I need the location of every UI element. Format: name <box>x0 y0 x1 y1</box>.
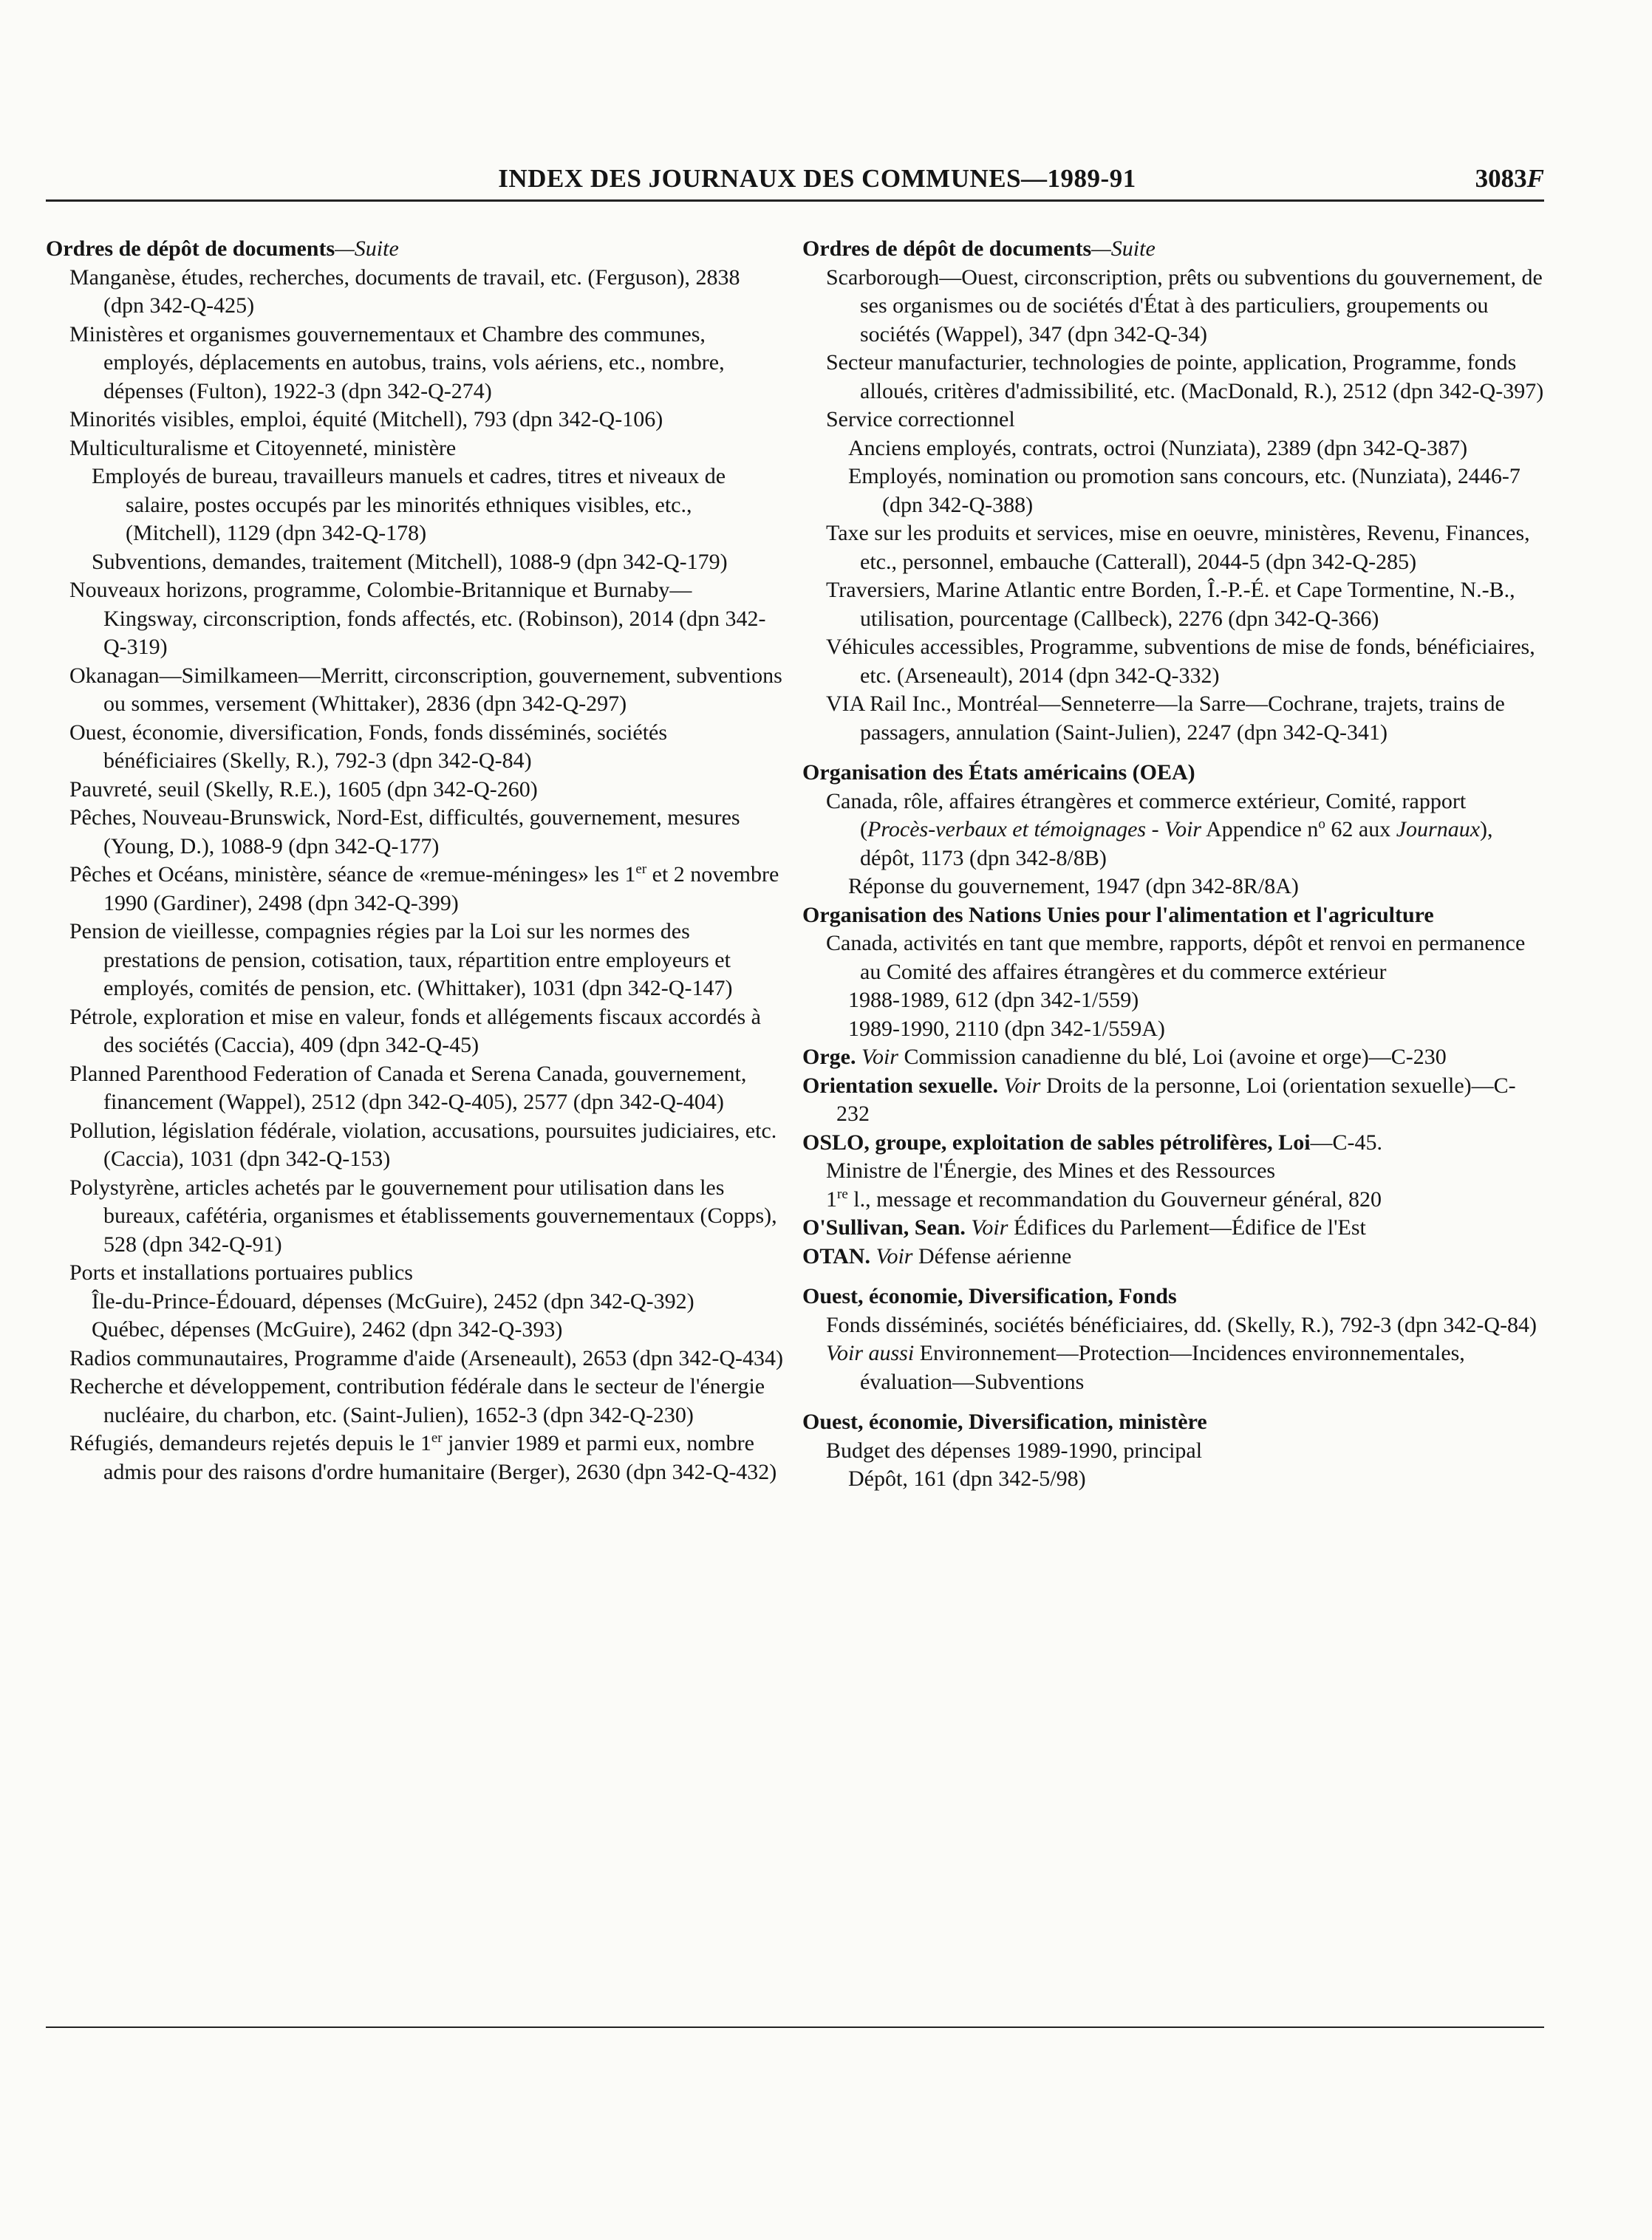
index-entry: Ministre de l'Énergie, des Mines et des Ressources <box>826 1158 1276 1183</box>
ouest-fonds-heading: Ouest, économie, Diversification, Fonds <box>802 1284 1177 1308</box>
index-entry: Pêches, Nouveau-Brunswick, Nord-Est, difficultés, gouvernement, mesures (Young, D.), 1088-9 (dpn 342-Q-177) <box>69 805 740 858</box>
index-entry: Multiculturalisme et Citoyenneté, ministère <box>69 435 457 460</box>
oea-heading: Organisation des États américains (OEA) <box>802 760 1195 785</box>
index-subentry: Subventions, demandes, traitement (Mitchell), 1088-9 (dpn 342-Q-179) <box>92 549 728 574</box>
index-entry: Canada, rôle, affaires étrangères et commerce extérieur, Comité, rapport (Procès-verbaux et témoignages - Voir Appendice $n^o$ 62 aux Journaux), dépôt, 1173 (dpn 342-8/8B) <box>826 788 1493 870</box>
index-entry: Okanagan—Similkameen—Merritt, circonscription, gouvernement, subventions ou sommes, versement (Whittaker), 2836 (dpn 342-Q-297) <box>69 663 782 716</box>
index-entry: Réfugiés, demandeurs rejetés depuis le 1er janvier 1989 et parmi eux, nombre admis pour des raisons d'ordre humanitaire (Berger), 2630 (dpn 342-Q-432) <box>69 1430 777 1484</box>
page-header <box>90 164 1544 197</box>
index-entry: Manganèse, études, recherches, documents de travail, etc. (Ferguson), 2838 (dpn 342-Q-425) <box>69 264 740 318</box>
index-entry: Ports et installations portuaires publics <box>69 1260 413 1285</box>
index-subentry: 1989-1990, 2110 (dpn 342-1/559A) <box>848 1016 1165 1041</box>
page-number: 3083F <box>1475 164 1544 193</box>
index-entry: Service correctionnel <box>826 407 1015 431</box>
index-heading-entry: OSLO, groupe, exploitation de sables pétrolifères, Loi—C-45. <box>802 1130 1383 1155</box>
index-subentry: Employés, nomination ou promotion sans concours, etc. (Nunziata), 2446-7 (dpn 342-Q-388) <box>848 464 1520 517</box>
section-heading: Ordres de dépôt de documents—Suite <box>802 236 1156 261</box>
index-entry: Pétrole, exploration et mise en valeur, fonds et allégements fiscaux accordés à des sociétés (Caccia), 409 (dpn 342-Q-45) <box>69 1004 761 1057</box>
footer-rule <box>46 2026 1544 2028</box>
index-subentry: Anciens employés, contrats, octroi (Nunziata), 2389 (dpn 342-Q-387) <box>848 435 1468 460</box>
index-subentry: Réponse du gouvernement, 1947 (dpn 342-8R/8A) <box>848 874 1299 898</box>
index-heading-entry: OTAN. Voir Défense aérienne <box>802 1243 1072 1268</box>
index-entry: Scarborough—Ouest, circonscription, prêts ou subventions du gouvernement, de ses organismes ou de sociétés d'État à des particuliers, groupements ou sociétés (Wappel), 347 (dpn 342-Q-34) <box>826 264 1543 346</box>
index-entry: 1re l., message et recommandation du Gouverneur général, 820 <box>826 1186 1382 1212</box>
index-entry: Ouest, économie, diversification, Fonds, fonds disséminés, sociétés bénéficiaires (Skelly, R.), 792-3 (dpn 342-Q-84) <box>69 720 668 773</box>
section-heading: Ordres de dépôt de documents—Suite <box>46 236 399 261</box>
index-entry: Taxe sur les produits et services, mise en oeuvre, ministères, Revenu, Finances, etc., personnel, embauche (Catterall), 2044-5 (dpn 342-Q-285) <box>826 521 1530 574</box>
running-title: INDEX DES JOURNAUX DES COMMUNES—1989-91 <box>498 164 1136 193</box>
index-subentry: Employés de bureau, travailleurs manuels et cadres, titres et niveaux de salaire, postes occupés par les minorités ethniques visibles, etc., (Mitchell), 1129 (dpn 342-Q-178) <box>92 464 726 545</box>
index-subentry: Dépôt, 161 (dpn 342-5/98) <box>848 1466 1086 1491</box>
index-entry: VIA Rail Inc., Montréal—Senneterre—la Sarre—Cochrane, trajets, trains de passagers, annulation (Saint-Julien), 2247 (dpn 342-Q-341) <box>826 692 1505 745</box>
index-entry: Budget des dépenses 1989-1990, principal <box>826 1438 1203 1463</box>
index-entry: Polystyrène, articles achetés par le gouvernement pour utilisation dans les bureaux, cafétéria, organismes et établissements gouvernementaux (Copps), 528 (dpn 342-Q-91) <box>69 1175 777 1257</box>
index-entry: Pension de vieillesse, compagnies régies par la Loi sur les normes des prestations de pension, cotisation, taux, répartition entre employeurs et employés, comités de pension, etc. (Whittaker), 1031 (dpn 342-Q-147) <box>69 919 733 1000</box>
index-heading-entry: Orge. Voir Commission canadienne du blé, Loi (avoine et orge)—C-230 <box>802 1045 1447 1069</box>
index-entry: Pêches et Océans, ministère, séance de «remue-méninges» les 1er et 2 novembre 1990 (Gardiner), 2498 (dpn 342-Q-399) <box>69 861 779 915</box>
index-entry: Traversiers, Marine Atlantic entre Borden, Î.-P.-É. et Cape Tormentine, N.-B., utilisation, pourcentage (Callbeck), 2276 (dpn 342-Q-366) <box>826 578 1515 631</box>
left-column <box>46 235 785 1486</box>
index-entry: Recherche et développement, contribution fédérale dans le secteur de l'énergie nucléaire, du charbon, etc. (Saint-Julien), 1652-3 (dpn 342-Q-230) <box>69 1374 765 1427</box>
index-entry: Minorités visibles, emploi, équité (Mitchell), 793 (dpn 342-Q-106) <box>69 407 663 431</box>
index-entry: Canada, activités en tant que membre, rapports, dépôt et renvoi en permanence au Comité des affaires étrangères et du commerce extérieur <box>826 931 1526 984</box>
index-entry: Planned Parenthood Federation of Canada et Serena Canada, gouvernement, financement (Wappel), 2512 (dpn 342-Q-405), 2577 (dpn 342-Q-404) <box>69 1061 747 1114</box>
onu-heading: Organisation des Nations Unies pour l'alimentation et l'agriculture <box>802 902 1434 927</box>
index-heading-entry: Orientation sexuelle. Voir Droits de la personne, Loi (orientation sexuelle)—C-232 <box>802 1073 1516 1126</box>
index-subentry: 1988-1989, 612 (dpn 342-1/559) <box>848 988 1139 1012</box>
index-subentry: Île-du-Prince-Édouard, dépenses (McGuire), 2452 (dpn 342-Q-392) <box>92 1288 694 1314</box>
ouest-ministere-heading: Ouest, économie, Diversification, ministère <box>802 1410 1207 1434</box>
header-rule <box>46 199 1544 202</box>
index-entry: Véhicules accessibles, Programme, subventions de mise de fonds, bénéficiaires, etc. (Arseneault), 2014 (dpn 342-Q-332) <box>826 635 1535 688</box>
index-entry: Ministères et organismes gouvernementaux et Chambre des communes, employés, déplacements en autobus, trains, vols aériens, etc., nombre, dépenses (Fulton), 1922-3 (dpn 342-Q-274) <box>69 321 725 403</box>
index-entry: Fonds disséminés, sociétés bénéficiaires, dd. (Skelly, R.), 792-3 (dpn 342-Q-84) <box>826 1312 1537 1337</box>
right-column <box>802 235 1544 1494</box>
index-subentry: Québec, dépenses (McGuire), 2462 (dpn 342-Q-393) <box>92 1317 563 1342</box>
index-entry: Radios communautaires, Programme d'aide (Arseneault), 2653 (dpn 342-Q-434) <box>69 1345 783 1370</box>
index-heading-entry: O'Sullivan, Sean. Voir Édifices du Parlement—Édifice de l'Est <box>802 1215 1366 1240</box>
index-entry: Pollution, législation fédérale, violation, accusations, poursuites judiciaires, etc. (Caccia), 1031 (dpn 342-Q-153) <box>69 1118 777 1171</box>
index-entry: Nouveaux horizons, programme, Colombie-Britannique et Burnaby—Kingsway, circonscription, fonds affectés, etc. (Robinson), 2014 (dpn 342-Q-319) <box>69 578 766 659</box>
index-entry: Pauvreté, seuil (Skelly, R.E.), 1605 (dpn 342-Q-260) <box>69 776 538 802</box>
index-entry: Voir aussi Environnement—Protection—Incidences environnementales, évaluation—Subventions <box>826 1341 1465 1394</box>
index-entry: Secteur manufacturier, technologies de pointe, application, Programme, fonds alloués, critères d'admissibilité, etc. (MacDonald, R.), 2512 (dpn 342-Q-397) <box>826 350 1544 403</box>
